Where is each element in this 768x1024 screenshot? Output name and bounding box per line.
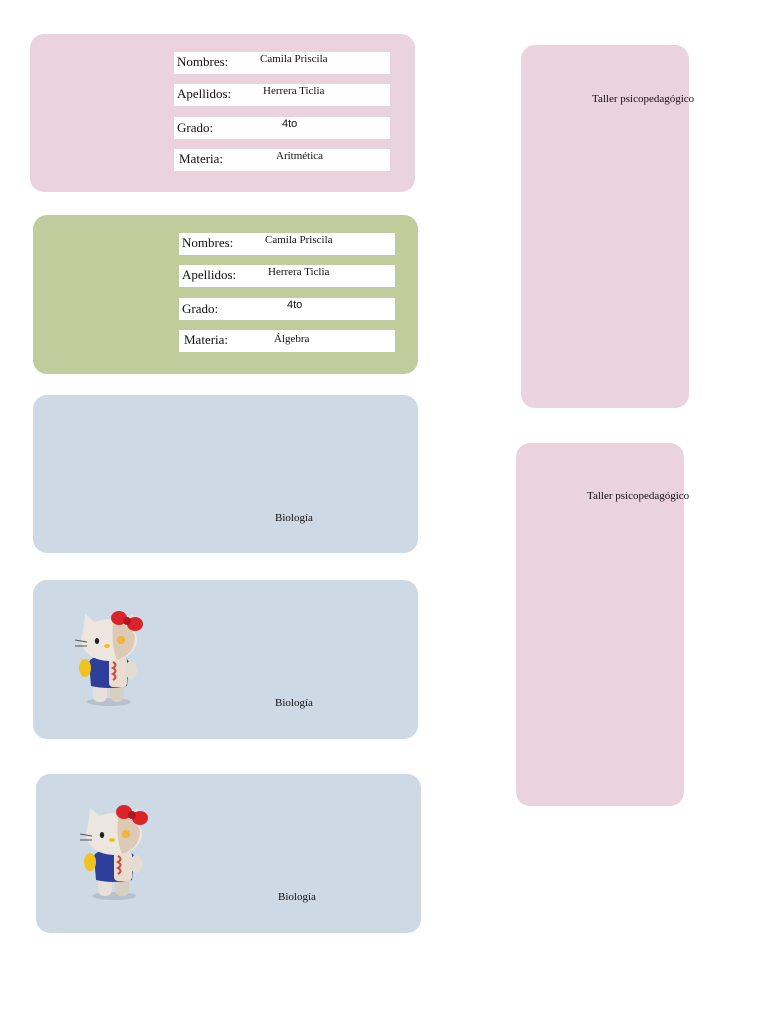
surnames-value: Herrera Ticlia (263, 85, 325, 97)
subject-value: Álgebra (274, 333, 310, 345)
workshop-banner-1 (521, 45, 695, 408)
label-card-biology-2 (33, 580, 418, 739)
surnames-label: Apellidos: (182, 267, 237, 282)
names-value: Camila Priscila (260, 53, 328, 65)
subject-text: Biología (278, 891, 316, 903)
subject-text: Biología (275, 512, 313, 524)
names-label: Nombres: (182, 235, 234, 250)
names-label: Nombres: (177, 54, 229, 69)
grade-field (174, 117, 390, 139)
subject-label: Materia: (179, 151, 224, 166)
surnames-label: Apellidos: (177, 86, 232, 101)
label-card-algebra (33, 215, 418, 374)
names-field (174, 52, 390, 74)
banner-title: Taller psicopedagógico (587, 490, 690, 502)
label-card-biology-1 (33, 395, 418, 553)
hello-kitty-figure-icon (69, 610, 149, 710)
grade-field (179, 298, 395, 320)
names-value: Camila Priscila (265, 234, 333, 246)
grade-label: Grado: (177, 120, 214, 135)
grade-value: 4to (282, 118, 298, 130)
subject-field (179, 330, 395, 352)
subject-value: Aritmética (276, 150, 324, 162)
label-card-arithmetic (30, 34, 415, 192)
grade-label: Grado: (182, 301, 219, 316)
grade-value: 4to (287, 299, 303, 311)
surnames-field (179, 265, 395, 287)
workshop-banner-2 (516, 443, 690, 806)
subject-field (174, 149, 390, 171)
subject-text: Biología (275, 697, 313, 709)
surnames-value: Herrera Ticlia (268, 266, 330, 278)
banner-title: Taller psicopedagógico (592, 93, 695, 105)
hello-kitty-figure-icon (74, 804, 154, 904)
surnames-field (174, 84, 390, 106)
label-card-biology-3 (36, 774, 421, 933)
subject-label: Materia: (184, 332, 229, 347)
names-field (179, 233, 395, 255)
